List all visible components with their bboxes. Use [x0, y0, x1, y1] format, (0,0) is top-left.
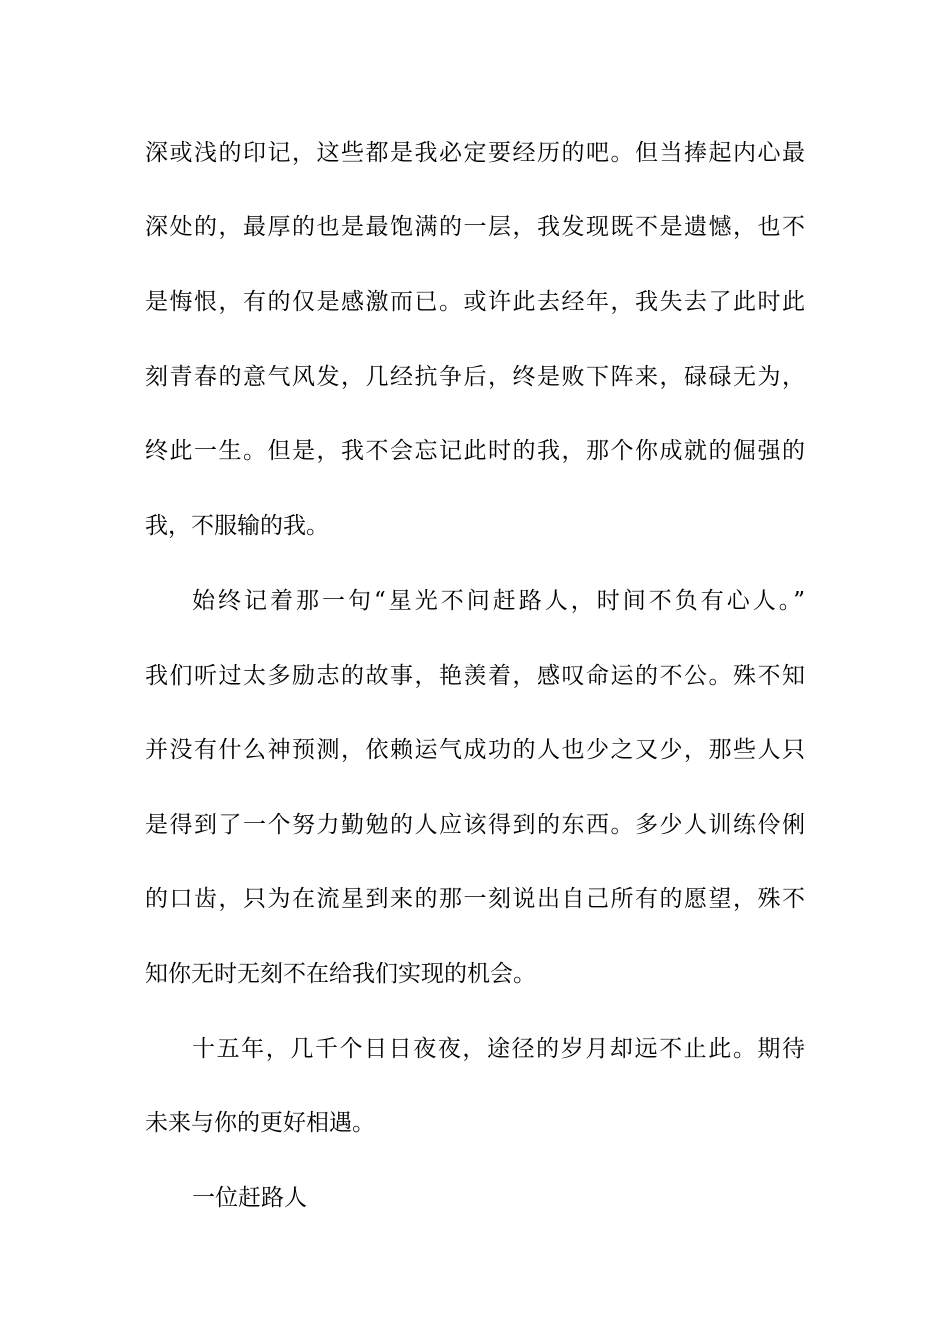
- text-line: 始终记着那一句“星光不问赶路人，时间不负有心人。”: [192, 588, 805, 614]
- text-line: 未来与你的更好相遇。: [145, 1110, 375, 1136]
- text-line: 是得到了一个努力勤勉的人应该得到的东西。多少人训练伶俐: [145, 812, 805, 838]
- text-line: 我们听过太多励志的故事，艳羡着，感叹命运的不公。殊不知: [145, 663, 805, 689]
- text-line: 深或浅的印记，这些都是我必定要经历的吧。但当捧起内心最: [145, 140, 805, 166]
- text-line: 深处的，最厚的也是最饱满的一层，我发现既不是遗憾，也不: [145, 214, 805, 240]
- text-line: 终此一生。但是，我不会忘记此时的我，那个你成就的倔强的: [145, 438, 805, 464]
- text-line: 的口齿，只为在流星到来的那一刻说出自己所有的愿望，殊不: [145, 886, 805, 912]
- text-line: 并没有什么神预测，依赖运气成功的人也少之又少，那些人只: [145, 737, 805, 763]
- signature-line: 一位赶路人: [192, 1185, 307, 1211]
- text-line: 十五年，几千个日日夜夜，途径的岁月却远不止此。期待: [192, 1036, 805, 1062]
- text-line: 刻青春的意气风发，几经抗争后，终是败下阵来，碌碌无为，: [145, 364, 805, 390]
- text-line: 知你无时无刻不在给我们实现的机会。: [145, 961, 536, 987]
- text-line: 我，不服输的我。: [145, 513, 329, 539]
- text-line: 是悔恨，有的仅是感激而已。或许此去经年，我失去了此时此: [145, 289, 805, 315]
